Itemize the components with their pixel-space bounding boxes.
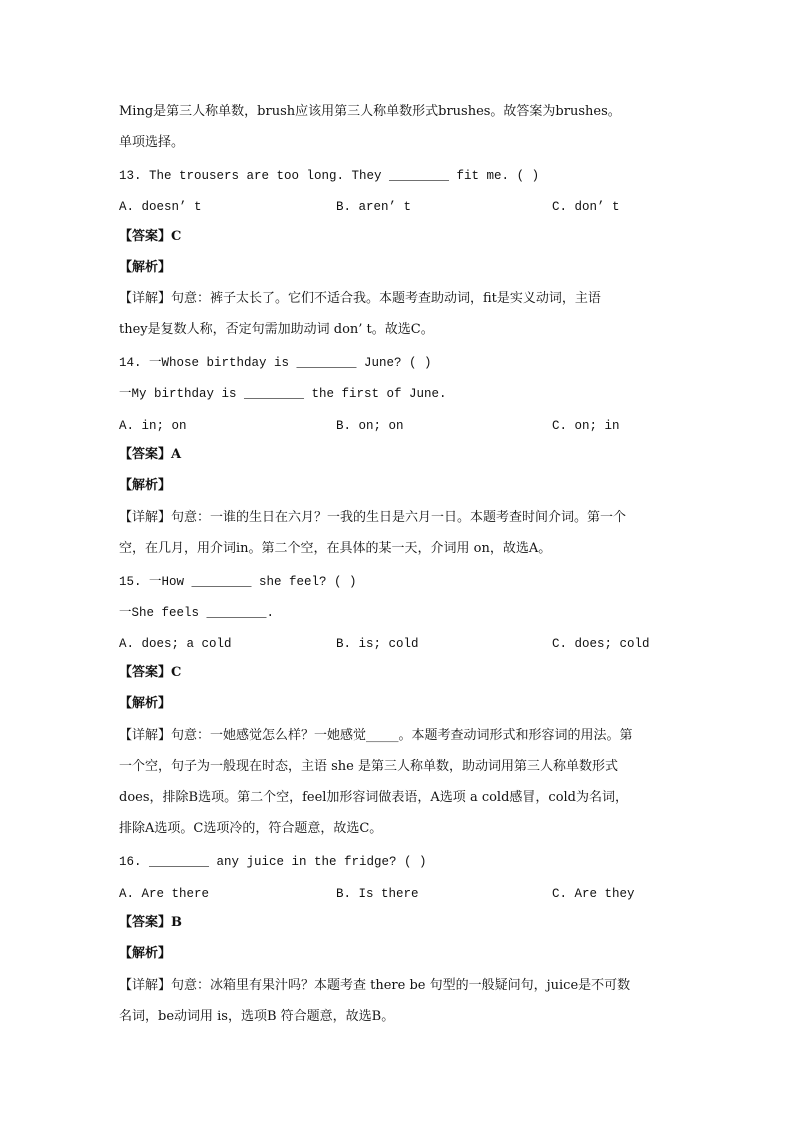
question-16-option-b: B. Is there	[336, 887, 419, 901]
question-15-analysis-label: 【解析】	[119, 696, 172, 711]
question-13-option-b: B. aren’ t	[336, 200, 412, 214]
question-16-option-a: A. Are there	[119, 887, 210, 901]
question-15-stem-line2: 一She feels ________.	[119, 606, 275, 620]
question-13-analysis-label: 【解析】	[119, 260, 172, 275]
question-16-stem: 16. ________ any juice in the fridge? ( )	[119, 855, 427, 869]
question-14-option-a: A. in; on	[119, 419, 187, 433]
question-16-detail-line: 名词，be动词用 is，选项B 符合题意，故选B。	[119, 1009, 395, 1024]
question-15-option-a: A. does; a cold	[119, 637, 232, 651]
question-14-detail-line: 空，在几月，用介词in。第二个空，在具体的某一天，介词用 on，故选A。	[119, 541, 552, 556]
question-15-answer: 【答案】C	[119, 665, 182, 680]
question-14-option-c: C. on; in	[552, 419, 620, 433]
question-14-detail-line: 【详解】句意：一谁的生日在六月？一我的生日是六月一日。本题考查时间介词。第一个	[119, 510, 627, 525]
question-15-option-c: C. does; cold	[552, 637, 650, 651]
question-16-analysis-label: 【解析】	[119, 946, 172, 961]
question-15-detail-line: 一个空，句子为一般现在时态，主语 she 是第三人称单数，助动词用第三人称单数形式	[119, 759, 619, 774]
question-15-detail-line: 排除A选项。C选项冷的，符合题意，故选C。	[119, 821, 383, 836]
question-15-stem: 15. 一How ________ she feel? ( )	[119, 575, 357, 589]
question-13-answer: 【答案】C	[119, 229, 182, 244]
question-13-detail-line: 【详解】句意：裤子太长了。它们不适合我。本题考查助动词，fit是实义动词，主语	[119, 291, 601, 306]
question-13-detail-line: they是复数人称，否定句需加助动词 don’ t。故选C。	[119, 322, 434, 337]
intro-line: Ming是第三人称单数，brush应该用第三人称单数形式brushes。故答案为brushes。	[119, 104, 621, 119]
question-13-stem: 13. The trousers are too long. They ________ fit me. ( )	[119, 169, 540, 183]
question-16-answer: 【答案】B	[119, 915, 182, 930]
question-13-option-c: C. don’ t	[552, 200, 620, 214]
question-16-option-c: C. Are they	[552, 887, 635, 901]
question-14-stem: 14. 一Whose birthday is ________ June? ( )	[119, 356, 432, 370]
question-15-detail-line: 【详解】句意：一她感觉怎么样？一她感觉_____。本题考查动词形式和形容词的用法。第	[119, 728, 633, 743]
section-heading: 单项选择。	[119, 135, 185, 150]
question-14-stem-line2: 一My birthday is ________ the first of June.	[119, 387, 447, 401]
question-14-option-b: B. on; on	[336, 419, 404, 433]
question-14-answer: 【答案】A	[119, 447, 182, 462]
question-13-option-a: A. doesn’ t	[119, 200, 202, 214]
question-14-analysis-label: 【解析】	[119, 478, 172, 493]
question-15-detail-line: does，排除B选项。第二个空，feel加形容词做表语，A选项 a cold感冒，cold为名词，	[119, 790, 628, 805]
question-16-detail-line: 【详解】句意：冰箱里有果汁吗？本题考查 there be 句型的一般疑问句，juice是不可数	[119, 978, 631, 993]
question-15-option-b: B. is; cold	[336, 637, 419, 651]
